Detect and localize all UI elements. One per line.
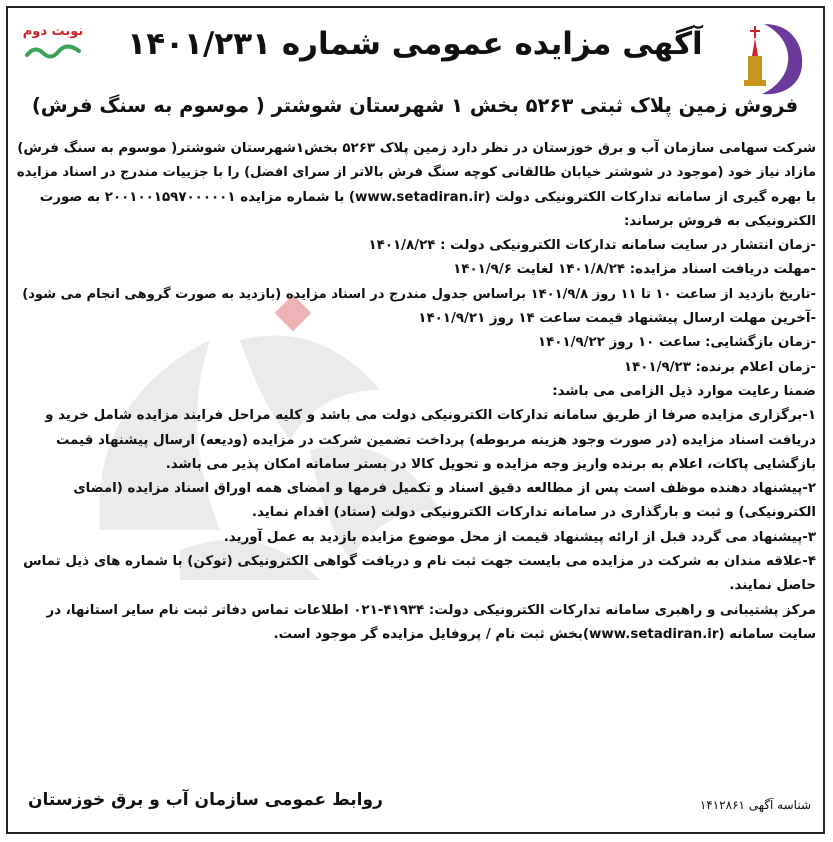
requirement-line: دریافت اسناد مزایده (در صورت وجود هزینه مربوطه) پرداخت تضمین شرکت در مزایده (ودیعه) ارسال پیشنهاد قیمت [56,432,816,448]
requirement-line: الکترونیکی) و ثبت و بارگذاری در سامانه تدارکات الکترونیکی دولت (ستاد) اقدام نماید. [251,505,816,521]
intro-line: الکترونیکی به فروش برساند: [623,213,816,229]
requirement-line: ۳-پیشنهاد می گردد قبل از ارائه پیشنهاد قیمت از محل موضوع مزایده بازدید به عمل آورید. [223,529,816,545]
schedule-item: -مهلت دریافت اسناد مزایده: ۱۴۰۱/۸/۲۴ لغایت ۱۴۰۱/۹/۶ [453,262,816,278]
round-badge-label: نوبت دوم [22,24,84,39]
requirement-line: بازگشایی پاکات، اعلام به برنده واریز وجه مزایده و تحویل کالا در بستر سامانه امکان پذیر می باشد. [165,456,816,472]
schedule-item: -تاریخ بازدید از ساعت ۱۰ تا ۱۱ روز ۱۴۰۱/۹/۸ براساس جدول مندرج در اسناد مزایده (بازدید به صورت گروهی انجام می شود) [22,286,816,302]
requirement-line: ۲-پیشنهاد دهنده موظف است پس از مطالعه دقیق اسناد و تکمیل فرمها و امضای همه اوراق اسناد مزایده (امضای [73,481,816,497]
page-subtitle: فروش زمین پلاک ثبتی ۵۲۶۳ بخش ۱ شهرستان شوشتر ( موسوم به سنگ فرش) [31,94,799,117]
schedule-item: -زمان انتشار در سایت سامانه تدارکات الکترونیکی دولت : ۱۴۰۱/۸/۲۴ [368,238,816,254]
requirement-line: ۴-علاقه مندان به شرکت در مزایده می بایست جهت ثبت نام و دریافت گواهی الکترونیکی (توکن) با شماره های ذیل تماس [23,554,816,570]
requirement-1 [16,404,816,477]
support-line: سایت سامانه (www.setadiran.ir)بخش ثبت نام / پروفایل مزایده گر موجود است. [273,626,816,642]
organization-logo [734,18,806,98]
requirement-3 [16,526,816,550]
schedule-item: -آخرین مهلت ارسال پیشنهاد قیمت ساعت ۱۴ روز ۱۴۰۱/۹/۲۱ [418,311,816,327]
ad-id: شناسه آگهی ۱۴۱۲۸۶۱ [699,798,811,812]
intro-line: با بهره گیری از سامانه تدارکات الکترونیکی دولت (www.setadiran.ir) با شماره مزایده ۲۰۰۱۰۰۱۵۹۷۰۰۰۰۰۱ به صورت [39,189,816,205]
schedule-item: -زمان بازگشایی: ساعت ۱۰ روز ۱۴۰۱/۹/۲۲ [537,335,816,351]
page-title: آگهی مزایده عمومی شماره ۱۴۰۱/۲۳۱ [127,26,703,62]
requirement-line: حاصل نمایند. [729,578,816,594]
requirement-line: ۱-برگزاری مزایده صرفا از طریق سامانه تدارکات الکترونیکی دولت می باشد و کلیه مراحل فرایند مزایده شامل خرید و [45,408,816,424]
round-badge [14,24,92,84]
notice-body [16,137,816,647]
intro-paragraph [16,137,816,234]
footer-signature: روابط عمومی سازمان آب و برق خوزستان [28,790,383,810]
requirement-2 [16,477,816,526]
wave-icon [23,43,83,61]
schedule-list [16,234,816,380]
schedule-item: -زمان اعلام برنده: ۱۴۰۱/۹/۲۳ [623,359,816,375]
intro-line: مازاد نیاز خود (موجود در شوشتر خیابان طالقانی کوچه سنگ فرش بالاتر از سرای افضل) را با جزییات مندرج در اسناد مزایده [16,165,816,181]
intro-line: شرکت سهامی سازمان آب و برق خوزستان در نظر دارد زمین پلاک ۵۲۶۳ بخش۱شهرستان شوشتر( موسوم به سنگ فرش) [17,141,816,156]
requirements-heading [16,380,816,404]
support-paragraph [16,599,816,648]
requirements-heading-text: ضمنا رعایت موارد ذیل الزامی می باشد: [552,383,816,399]
support-line: مرکز پشتیبانی و راهبری سامانه تدارکات الکترونیکی دولت: ۴۱۹۳۴-۰۲۱ اطلاعات تماس دفاتر ثبت نام سایر استانها، در [46,602,816,618]
requirement-4 [16,550,816,599]
